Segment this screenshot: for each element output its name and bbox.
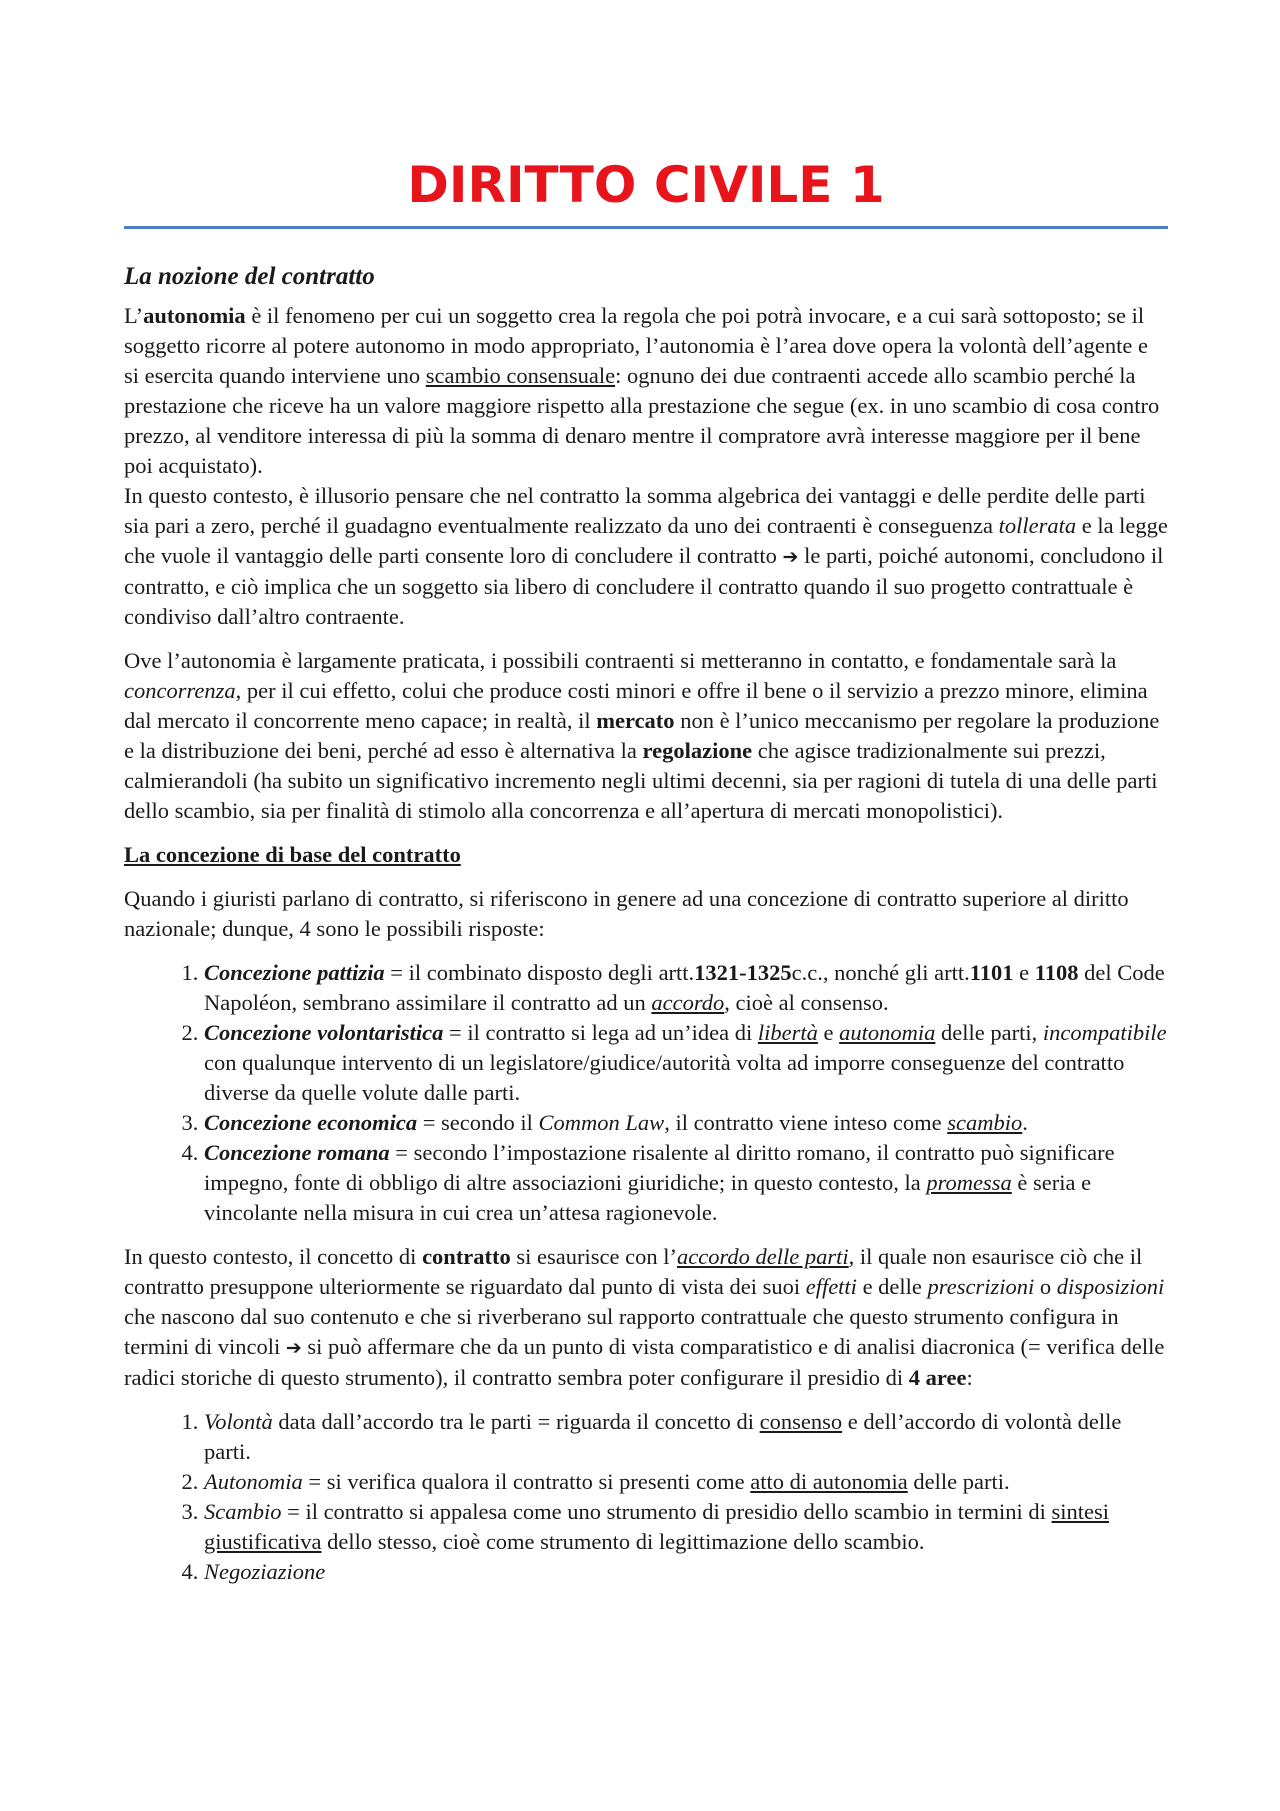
subheading: La concezione di base del contratto xyxy=(124,842,461,867)
list-item: 2. Autonomia = si verifica qualora il contratto si presenti come atto di autonomia delle parti. xyxy=(204,1467,1168,1497)
list-item: 2. Concezione volontaristica = il contratto si lega ad un’idea di libertà e autonomia delle parti, incompatibile con qualunque intervento di un legislatore/giudice/autorità volta ad imporre conseguenze del contratto diverse da quelle volute dalle parti. xyxy=(204,1018,1168,1108)
list-item: 1. Concezione pattizia = il combinato disposto degli artt.1321-1325c.c., nonché gli artt.1101 e 1108 del Code Napoléon, sembrano assimilare il contratto ad un accordo, cioè al consenso. xyxy=(204,958,1168,1018)
concezioni-list xyxy=(124,958,1168,1228)
arrow-icon: ➔ xyxy=(782,546,799,568)
list-item: 3. Concezione economica = secondo il Common Law, il contratto viene inteso come scambio. xyxy=(204,1108,1168,1138)
paragraph-contesto: In questo contesto, è illusorio pensare che nel contratto la somma algebrica dei vantaggi e delle perdite delle parti sia pari a zero, perché il guadagno eventualmente realizzato da uno dei contraenti è conseguenza tollerata e la legge che vuole il vantaggio delle parti consente loro di concludere il contratto ➔ le parti, poiché autonomi, concludono il contratto, e ciò implica che un soggetto sia libero di concludere il contratto quando il suo progetto contrattuale è condiviso dall’altro contraente. xyxy=(124,483,1168,629)
list-item: 4. Concezione romana = secondo l’impostazione risalente al diritto romano, il contratto può significare impegno, fonte di obbligo di altre associazioni giuridiche; in questo contesto, la promessa è seria e vincolante nella misura in cui crea un’attesa ragionevole. xyxy=(204,1138,1168,1228)
arrow-icon: ➔ xyxy=(285,1337,302,1359)
paragraph-contratto: In questo contesto, il concetto di contratto si esaurisce con l’accordo delle parti, il quale non esaurisce ciò che il contratto presuppone ulteriormente se riguardato dal punto di vista dei suoi effetti e delle prescrizioni o disposizioni che nascono dal suo contenuto e che si riverberano sul rapporto contrattuale che questo strumento configura in termini di vincoli ➔ si può affermare che da un punto di vista comparatistico e di analisi diacronica (= verifica delle radici storiche di questo strumento), il contratto sembra poter configurare il presidio di 4 aree: xyxy=(124,1244,1165,1390)
document-page xyxy=(124,150,1168,1601)
document-title: DIRITTO CIVILE 1 xyxy=(407,156,885,214)
paragraph-giuristi: Quando i giuristi parlano di contratto, si riferiscono in genere ad una concezione di contratto superiore al diritto nazionale; dunque, 4 sono le possibili risposte: xyxy=(124,886,1129,941)
paragraph-autonomia: L’autonomia è il fenomeno per cui un soggetto crea la regola che poi potrà invocare, e a cui sarà sottoposto; se il soggetto ricorre al potere autonomo in modo appropriato, l’autonomia è l’area dove opera la volontà dell’agente e si esercita quando interviene uno scambio consensuale: ognuno dei due contraenti accede allo scambio perché la prestazione che riceve ha un valore maggiore rispetto alla prestazione che segue (ex. in uno scambio di cosa contro prezzo, al venditore interessa di più la somma di denaro mentre il compratore avrà interesse maggiore per il bene poi acquistato). xyxy=(124,303,1160,478)
section-heading: La nozione del contratto xyxy=(124,263,375,290)
list-item: 3. Scambio = il contratto si appalesa come uno strumento di presidio dello scambio in termini di sintesi giustificativa dello stesso, cioè come strumento di legittimazione dello scambio. xyxy=(204,1497,1168,1557)
title-rule xyxy=(124,226,1168,229)
paragraph-concorrenza: Ove l’autonomia è largamente praticata, i possibili contraenti si metteranno in contatto, e fondamentale sarà la concorrenza, per il cui effetto, colui che produce costi minori e offre il bene o il servizio a prezzo minore, elimina dal mercato il concorrente meno capace; in realtà, il mercato non è l’unico meccanismo per regolare la produzione e la distribuzione dei beni, perché ad esso è alternativa la regolazione che agisce tradizionalmente sui prezzi, calmierandoli (ha subito un significativo incremento negli ultimi decenni, sia per ragioni di tutela di una delle parti dello scambio, sia per finalità di stimolo alla concorrenza e all’apertura di mercati monopolistici). xyxy=(124,648,1160,823)
list-item: 4. Negoziazione xyxy=(204,1557,1168,1587)
list-item: 1. Volontà data dall’accordo tra le parti = riguarda il concetto di consenso e dell’accordo di volontà delle parti. xyxy=(204,1407,1168,1467)
aree-list xyxy=(124,1407,1168,1587)
